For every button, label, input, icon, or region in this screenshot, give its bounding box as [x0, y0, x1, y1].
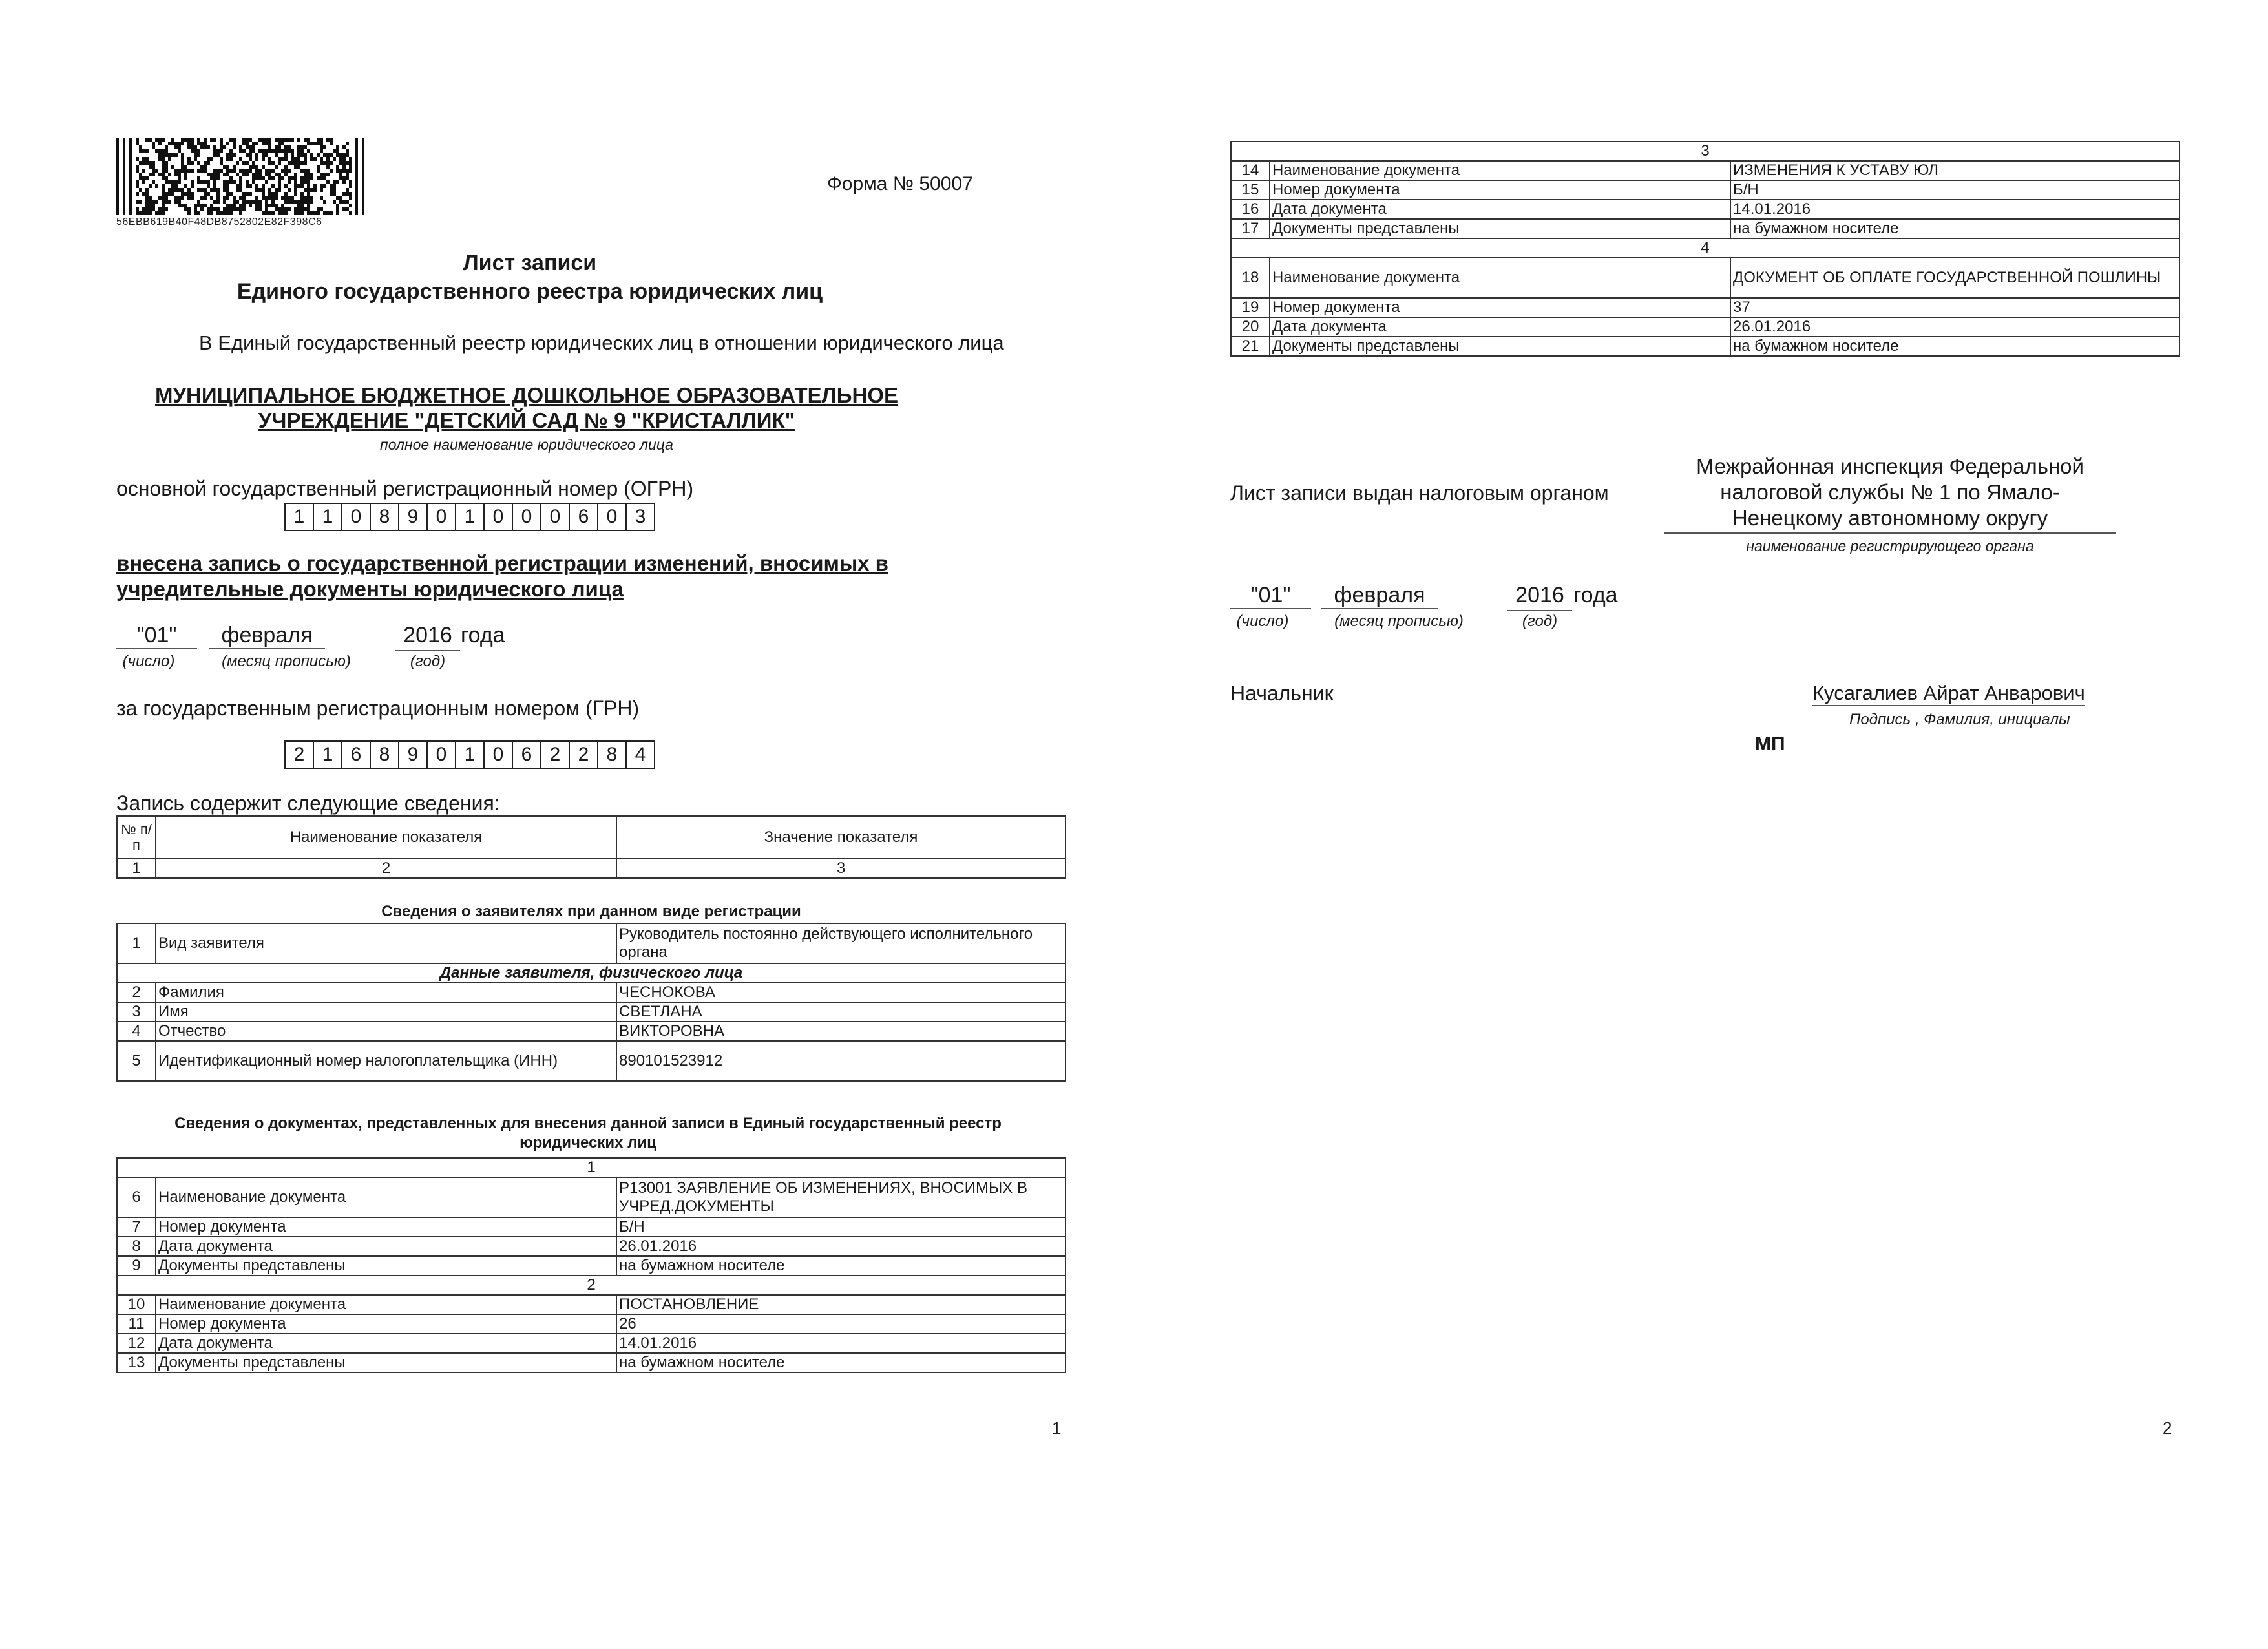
month-caption: (месяц прописью)	[222, 653, 351, 670]
date-day: "01"	[1230, 583, 1311, 609]
year-underline	[395, 650, 460, 651]
authority-line-2: налоговой службы № 1 по Ямало-	[1720, 480, 2060, 504]
digit-box: 0	[483, 740, 513, 769]
table-row: 17 Документы представлены на бумажном носителе	[1231, 219, 2179, 238]
date-suffix: года	[461, 623, 505, 647]
digit-box: 0	[341, 503, 371, 531]
org-name-line-2: УЧРЕЖДЕНИЕ "ДЕТСКИЙ САД № 9 "КРИСТАЛЛИК"	[258, 408, 795, 432]
digit-box: 8	[370, 740, 399, 769]
digit-box: 2	[540, 740, 570, 769]
digit-box: 0	[426, 503, 456, 531]
digit-box: 6	[512, 740, 541, 769]
form-number: Форма № 50007	[827, 173, 973, 194]
digit-box: 2	[284, 740, 314, 769]
group-header-1: 1	[117, 1158, 1066, 1177]
entry-statement-line-1: внесена запись о государственной регистрации изменений, вносимых в	[116, 551, 888, 575]
date-month: февраля	[209, 623, 325, 649]
documents-table	[116, 1157, 1066, 1373]
table-row: 13 Документы представлены на бумажном носителе	[117, 1353, 1066, 1372]
header-table	[116, 815, 1066, 879]
table-row: 18 Наименование документа ДОКУМЕНТ ОБ ОПЛАТЕ ГОСУДАРСТВЕННОЙ ПОШЛИНЫ	[1231, 258, 2179, 298]
barcode-2d	[116, 138, 368, 215]
digit-box: 9	[398, 503, 428, 531]
table-row: 2 Фамилия ЧЕСНОКОВА	[117, 983, 1066, 1002]
signer-caption: Подпись , Фамилия, инициалы	[1849, 711, 2070, 728]
applicants-table	[116, 923, 1066, 1082]
table-row: 16 Дата документа 14.01.2016	[1231, 200, 2179, 219]
digit-box: 0	[540, 503, 570, 531]
authority-line-3: Ненецкому автономному округу	[1732, 506, 2048, 530]
ogrn-digits	[284, 503, 654, 531]
signer-name: Кусагалиев Айрат Анварович	[1812, 682, 2085, 706]
digit-box: 0	[483, 503, 513, 531]
digit-box: 1	[313, 503, 342, 531]
authority-line-1: Межрайонная инспекция Федеральной	[1696, 454, 2084, 478]
table-row: 20 Дата документа 26.01.2016	[1231, 317, 2179, 337]
table-row: 4 Отчество ВИКТОРОВНА	[117, 1022, 1066, 1041]
digit-box: 2	[569, 740, 598, 769]
digit-box: 0	[512, 503, 541, 531]
table-row: 3 Имя СВЕТЛАНА	[117, 1002, 1066, 1022]
table-row: 11 Номер документа 26	[117, 1314, 1066, 1334]
table-row: 15 Номер документа Б/Н	[1231, 180, 2179, 200]
page-number-1: 1	[1052, 1418, 1062, 1438]
grn-digits	[284, 740, 654, 769]
authority-underline	[1664, 532, 2116, 534]
table-row: 12 Дата документа 14.01.2016	[117, 1334, 1066, 1353]
digit-box: 1	[313, 740, 342, 769]
barcode-code: 56EBB619B40F48DB8752802E82F398C6	[116, 216, 322, 227]
documents-caption: Сведения о документах, представленных для внесения данной записи в Единый государственный реестр юридических лиц	[174, 1115, 1002, 1151]
day-caption: (число)	[1236, 613, 1289, 630]
authority-caption: наименование регистрирующего органа	[1746, 538, 2034, 554]
day-caption: (число)	[122, 653, 175, 670]
col-value-header: Значение показателя	[616, 816, 1066, 859]
month-caption: (месяц прописью)	[1334, 613, 1464, 630]
table-row: 8 Дата документа 26.01.2016	[117, 1237, 1066, 1256]
col-num-header: № п/п	[117, 816, 156, 859]
digit-box: 4	[625, 740, 655, 769]
col-name-header: Наименование показателя	[156, 816, 616, 859]
authority-name	[1664, 454, 2116, 531]
digit-box: 8	[597, 740, 627, 769]
entry-statement-line-2: учредительные документы юридического лица	[116, 577, 624, 601]
org-name-caption: полное наименование юридического лица	[380, 436, 673, 453]
table-row: 5 Идентификационный номер налогоплательщика (ИНН) 890101523912	[117, 1041, 1066, 1081]
table-row: 6 Наименование документа Р13001 ЗАЯВЛЕНИЕ ОБ ИЗМЕНЕНИЯХ, ВНОСИМЫХ В УЧРЕД.ДОКУМЕНТЫ	[117, 1177, 1066, 1217]
chief-label: Начальник	[1230, 682, 1334, 705]
grn-label: за государственным регистрационным номером (ГРН)	[116, 697, 640, 720]
digit-box: 6	[341, 740, 371, 769]
digit-box: 0	[426, 740, 456, 769]
col-num-index: 1	[117, 859, 156, 878]
digit-box: 8	[370, 503, 399, 531]
digit-box: 3	[625, 503, 655, 531]
page-number-2: 2	[2163, 1418, 2172, 1438]
documents-table-continued	[1230, 141, 2180, 357]
seal-place-label: МП	[1755, 733, 1785, 755]
digit-box: 9	[398, 740, 428, 769]
applicant-subheader: Данные заявителя, физического лица	[117, 963, 1066, 983]
date-year: 2016	[1515, 583, 1564, 607]
table-row: 7 Номер документа Б/Н	[117, 1217, 1066, 1237]
table-row: 9 Документы представлены на бумажном носителе	[117, 1256, 1066, 1276]
digit-box: 6	[569, 503, 598, 531]
date-month: февраля	[1321, 583, 1438, 609]
digit-box: 1	[455, 503, 485, 531]
group-header-2: 2	[117, 1276, 1066, 1295]
title-line-2: Единого государственного реестра юридических лиц	[236, 279, 823, 304]
col-value-index: 3	[616, 859, 1066, 878]
date-day: "01"	[116, 623, 197, 649]
year-caption: (год)	[410, 653, 446, 670]
table-row: 19 Номер документа 37	[1231, 298, 2179, 317]
table-row: 14 Наименование документа ИЗМЕНЕНИЯ К УСТАВУ ЮЛ	[1231, 161, 2179, 180]
digit-box: 1	[455, 740, 485, 769]
issued-by-label: Лист записи выдан налоговым органом	[1230, 481, 1609, 505]
col-name-index: 2	[156, 859, 616, 878]
date-suffix: года	[1573, 583, 1618, 607]
table-row: 10 Наименование документа ПОСТАНОВЛЕНИЕ	[117, 1295, 1066, 1314]
ogrn-label: основной государственный регистрационный номер (ОГРН)	[116, 477, 694, 500]
digit-box: 1	[284, 503, 314, 531]
year-caption: (год)	[1522, 613, 1558, 630]
table-row: 1 Вид заявителя Руководитель постоянно действующего исполнительного органа	[117, 923, 1066, 963]
intro-text: В Единый государственный реестр юридических лиц в отношении юридического лица	[199, 331, 1004, 354]
group-header-4: 4	[1231, 238, 2179, 258]
title-line-1: Лист записи	[463, 251, 597, 275]
year-underline	[1507, 610, 1572, 611]
applicants-caption: Сведения о заявителях при данном виде регистрации	[381, 903, 801, 920]
date-year: 2016	[403, 623, 452, 647]
group-header-3: 3	[1231, 142, 2179, 161]
contains-label: Запись содержит следующие сведения:	[116, 792, 500, 815]
page-2	[1134, 0, 2268, 1649]
org-name-line-1: МУНИЦИПАЛЬНОЕ БЮДЖЕТНОЕ ДОШКОЛЬНОЕ ОБРАЗОВАТЕЛЬНОЕ	[154, 383, 899, 407]
table-row: 21 Документы представлены на бумажном носителе	[1231, 337, 2179, 356]
digit-box: 0	[597, 503, 627, 531]
